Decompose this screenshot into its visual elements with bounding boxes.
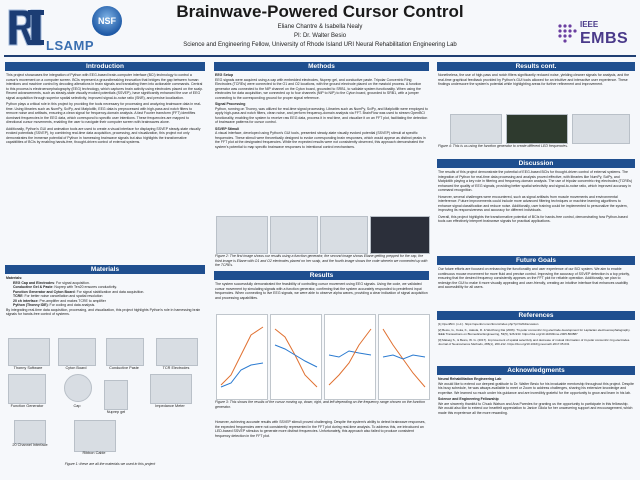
20-channel-interface-image [14, 420, 46, 444]
led-frequency-image-2 [506, 114, 568, 144]
results-cont-body [438, 73, 634, 113]
cursor-left-plot [378, 314, 430, 400]
eeg-setup-text: EEG signals were acquired using a cap with embedded electrodes, Nuprep gel, and conductive paste. Tripolar Concentric Ring Electrodes (TCREs) were connected to the O1 and O2 locations, with the ground electrode placed on the mastoid process. A function generator was connected to the NIP channel on the Cyton board, grounded to SRB1, to validate system functionality. When using the electrodes for data acquisition, we connected up to four channels (NIP to NIP) to the Cyton board, grounded to SRB1, with a jumper connecting to the corresponding ground for proper signal reference. [215, 77, 422, 100]
discussion-paragraph: However, several challenges were encountered, such as signal artifacts from muscle movements and environmental interference. Future improvements could include more advanced filtering techniques or machine learning algorithms to enhance signal classification and reduce noise. Additionally, user training could be implemented to personalize the system, improving its responsiveness and accuracy for different individuals. [438, 194, 628, 212]
tcr-electrodes-image [156, 338, 198, 366]
ack-paragraph: We are sincerely thankful to Chuck Watson and Ana Paredes for granting us the opportunity to participate in this fellowship. We would also like to extend our heartfelt appreciation to Janice Gliola for her unwavering support and encouragement, which made this experience all the more rewarding. [438, 401, 633, 415]
figure-1-caption: Figure 1: these are all the materials we used in this project [64, 462, 156, 466]
materials-item: • Function Generator and Cyton Board: For signal stabilization and data acquisition. [13, 290, 204, 295]
function-generator-result-image [216, 216, 268, 254]
cursor-right-plot [324, 314, 376, 400]
cap-prep-image [270, 216, 318, 254]
discussion-paragraph: Overall, this project highlights the transformative potential of BCIs for hands-free control, demonstrating how Python-based tools can effectively interpret brainwave signals for practical applications. [438, 214, 628, 223]
plot-lines [379, 315, 429, 399]
materials-list [6, 281, 204, 308]
uri-ri-logo [6, 6, 44, 58]
materials-image-label: Nuprep gel [106, 410, 126, 414]
materials-image-label: Cyton Board [65, 366, 87, 370]
materials-image-label: Ribbon Cable [82, 451, 106, 455]
cursor-down-plot [270, 314, 322, 400]
discussion-paragraph: The results of this project demonstrate the potential of EEG-based BCIs for thought-driven control of external systems. The integration of Python for real-time data processing and analysis proved effective, with libraries like NumPy, SciPy, and Matplotlib playing a key role in filtering and frequency-domain analysis. The use of tripolar concentric ring electrodes (TCREs) enhanced the quality of EEG signals, providing better spatial selectivity and signal-to-noise ratio, which improved accuracy in command recognition. [438, 170, 633, 192]
results-heading: Results [214, 271, 429, 280]
plot-lines [217, 315, 267, 399]
methods-body [215, 73, 428, 215]
materials-item: • Conductive Gel & Paste: Nuprep with Ten20 ensures conductivity. [13, 285, 204, 290]
materials-label: Materials: [6, 276, 23, 280]
intro-paragraph: Python plays a critical role in this project by providing the tools necessary for processing and analyzing brainwave data in real-time. Using libraries such as NumPy, SciPy, and Matplotlib, EEG data is preprocessed with high-pass and notch filters to remove noise and artifacts, ensuring a clean signal for frequency-domain analysis. A fast Fourier transform (FFT) identifies dominant frequencies in the EEG data, which correspond to specific user intentions. These frequencies are mapped to directional cursor movements, enabling the user to navigate their computer screen with brainwaves alone. [6, 102, 202, 124]
materials-image-label: Thonny Software [13, 366, 43, 370]
results-paragraph: However, achieving accurate results with SSVEP stimuli proved challenging. Despite the system's ability to detect brainwave responses, the expected frequencies were not consistently represented in the FFT plot during real-time analysis. To address this, we introduced an LED-based SSVEP stimulus to generate more distinct frequencies. Unfortunately, this approach also failed to produce consistent frequency detection in the FFT plot. [215, 420, 426, 438]
results-cont-paragraph: Nonetheless, the use of high-pass and notch filters significantly reduced noise, yielding cleaner signals for analysis, and the real-time graphical feedback provided by Python's GUI tools allowed for an intuitive and interactive user experience. These findings underscore the system's potential while highlighting areas for further refinement and improvement. [438, 73, 630, 86]
cursor-up-plot [216, 314, 268, 400]
materials-image-label: Cap [73, 404, 81, 408]
materials-item: • TCRE: For better noise cancellation and spatial resolution [13, 294, 204, 299]
materials-image-label: Impedance Meter [155, 404, 185, 408]
embs-dots-icon [556, 22, 578, 44]
introduction-heading: Introduction [5, 62, 205, 71]
conductive-paste-image [106, 338, 144, 366]
materials-item: • EEG Cap and Electrodes: For signal acquisition. [13, 281, 204, 286]
cap-image [64, 374, 92, 402]
led-frequency-image-3 [572, 114, 630, 144]
reference-item: [2] Besio, G., Koka, K., Aakula, R. & Weizhong Dai (2006). Tri-polar concentric ring electrode development for Laplacian electroencephalography. IEEE Transactions on Biomedical Engineering, 53(5), 926-933. https://doi.org/10.1109/tbme.2005.863887 [438, 328, 631, 336]
nuprep-gel-image [104, 380, 128, 410]
materials-body [6, 276, 204, 336]
authors: Eliane Chantre & Isabella Nealy [277, 24, 363, 30]
eeg-setup-title: EEG Setup [215, 73, 234, 77]
results-body-2 [215, 420, 428, 468]
references-heading: References [437, 311, 635, 320]
discussion-heading: Discussion [437, 159, 635, 168]
future-goals-heading: Future Goals [437, 256, 635, 265]
electrodes-on-scalp-image [320, 216, 368, 254]
ieee-embs-logo: IEEE EMBS [556, 16, 636, 54]
figure-3-caption: Figure 3: This shows the results of the cursor moving up, down, right, and left depending on the frequency range chosen on the function generator. [215, 400, 425, 409]
plot-lines [271, 315, 321, 399]
signal-processing-title: Signal Processing [215, 102, 246, 106]
poster-title: Brainwave-Powered Cursor Control [176, 2, 464, 21]
results-cont-heading: Results cont. [437, 62, 635, 71]
ack-paragraph: We would like to extend our deepest gratitude to Dr. Walter Besio for his invaluable mentorship throughout this project. Despite his busy schedule, he was always available to meet or Zoom to address challenges, sharing his extensive knowledge and expertise. We learned so much under his guidance and are incredibly grateful for the opportunity to grow and learn in his lab. [438, 381, 634, 395]
ack-subtitle: Neural Rehabilitation Engineering Lab [438, 377, 502, 381]
affiliation: Science and Engineering Fellow, University of Rhode Island URI Neural Rehabilitation Engineering Lab [183, 42, 457, 48]
reference-item: [1] OpenBCI. (n.d.). https://openbci.com/forum/index.php?p=%2Fdiscussion [438, 322, 539, 326]
nsf-logo: NSF [92, 6, 122, 36]
intro-paragraph: This project showcases the integration of Python with EEG-based brain-computer interface (BCI) technology to control a cursor's movement on a computer screen. BCIs represent a groundbreaking innovation that bridges the gap between human intentions and machine control by decoding alterations in brain signals and translating them into actionable commands. Central to this process is electroencephalography (EEG) technology, which captures brain activity using electrodes placed on the scalp. Recent advancements, such as steady-state visually evoked potentials (SSVEP), have significantly enhanced the use of EEG signal acquisition through superior spatial selectivity, improved signal-to-noise ratio (SNR), and precise localization. [6, 73, 204, 100]
references-body [438, 322, 634, 364]
future-goals-paragraph: Our future efforts are focused on enhancing the functionality and user experience of our BCI system. We aim to enable continuous mouse movement for more fluid and precise control. Improving the accuracy of SSVEP detection is a top priority, ensuring that the desired frequency consistently appears on the FFT plot for reliable operation. Additionally, we plan to redesign the GUI to make it more visually appealing and user-friendly, creating an intuitive interface that enhances usability and accessibility for all users. [438, 267, 630, 289]
poster-header [0, 0, 640, 60]
materials-heading: Materials [5, 265, 205, 274]
materials-image-label: Conductive Paste [109, 366, 139, 370]
introduction-body [6, 73, 204, 239]
function-generator-image [8, 374, 46, 404]
ack-subtitle: Science and Engineering Fellowship [438, 397, 499, 401]
plot-lines [325, 315, 375, 399]
cyton-board-image [58, 338, 96, 366]
results-paragraph: The system successfully demonstrated the feasibility of controlling cursor movement using EEG signals. Using the code, we validated cursor movement by simulating signals with a function generator, confirming that the system accurately responded to predefined input frequencies. When connecting to live EEG signals, we were able to observe alpha waves, providing a clear indication of signal acquisition and processing capabilities. [215, 282, 428, 300]
reference-item: [3] Makeig S., & Besio, W. G. (2017). Improvement of spatial selectivity and decrease of mutual information of tri-polar concentric ring electrodes. Journal of Neuroscience Methods, 286(1), 200-212. https://doi.org/10.1016/j.jneumeth.2017.05.031 [438, 338, 631, 346]
acknowledgments-heading: Acknowledgments [437, 366, 635, 375]
ssvep-text: A visual interface, developed using Python's GUI tools, presented steady-state visually evoked potential (SSVEP) stimuli at specific frequencies. These stimuli were theoretically designed to evoke corresponding brain responses, which would appear as distinct peaks in the FFT plot at the designated frequencies. While the expected results were not consistently observed, this approach demonstrated the system's potential to map specific brainwave responses to intentional control mechanisms. [215, 131, 426, 149]
impedance-meter-image [150, 374, 192, 404]
future-goals-body [438, 267, 634, 311]
figure-2-caption: Figure 2: The first image shows our results using a function generator, the second image shows Eliane getting prepped for the cap, the third image is Eliane with O1 and O2 electrodes placed on her scalp, and the fourth image shows the code wherein we connected up with the TCREs. [215, 254, 428, 267]
intro-paragraph: Additionally, Python's GUI and animation tools are used to create a visual interface for displaying SSVEP steady-state visually evoked potentials (SSVEP), by combining real-time data acquisition, processing, and visualization, this project not only demonstrates the immense potential of Python in harnessing brainwave signals but also highlights the transformative capabilities of BCIs by enabling hands-free, thought-driven control of external systems. [6, 126, 201, 144]
materials-item: • Python (Thonny IDE): For coding and data analysis. [13, 303, 204, 308]
figure-4-caption: Figure 4: This is us using the function generator to create different LED frequencies. [438, 144, 568, 148]
code-screenshot-image [370, 216, 430, 254]
lsamp-logo: LSAMP [46, 38, 94, 53]
materials-image-label: Function Generator [10, 404, 44, 408]
materials-image-label: TCR Electrodes [162, 366, 190, 370]
header-divider [4, 55, 636, 57]
discussion-body [438, 170, 634, 256]
methods-heading: Methods [214, 62, 429, 71]
materials-closing: By integrating real-time data acquisition, processing, and visualization, this project highlights Python's role in harnessing brain signals for hands-free control of systems. [6, 307, 201, 316]
thonny-software-image [8, 338, 50, 366]
acknowledgments-body [438, 377, 634, 475]
principal-investigator: PI: Dr. Walter Besio [293, 33, 347, 39]
ssvep-title: SSVEP Stimuli [215, 126, 240, 131]
ribbon-cable-image [74, 420, 116, 452]
materials-item: • 20 ch interface: Pre-amplifier and makes TCRE to amplifier [13, 299, 204, 304]
signal-processing-text: Python, running on Thonny, was utilized for real-time signal processing. Libraries such as NumPy, SciPy, and Matplotlib were employed to apply high-pass and notch filters, clean noise, and perform frequency-domain analysis via FFT. BrainFlow was used to stream OpenBCI functionality, enabling the system to receive raw EEG data, process it in real time, and visualize it on an FFT plot, facilitating the detection of brainwave patterns for cursor control. [215, 106, 428, 124]
results-body [215, 282, 428, 312]
materials-image-label: 20 Channel Interface [12, 443, 48, 447]
led-frequency-image-1 [450, 114, 502, 144]
